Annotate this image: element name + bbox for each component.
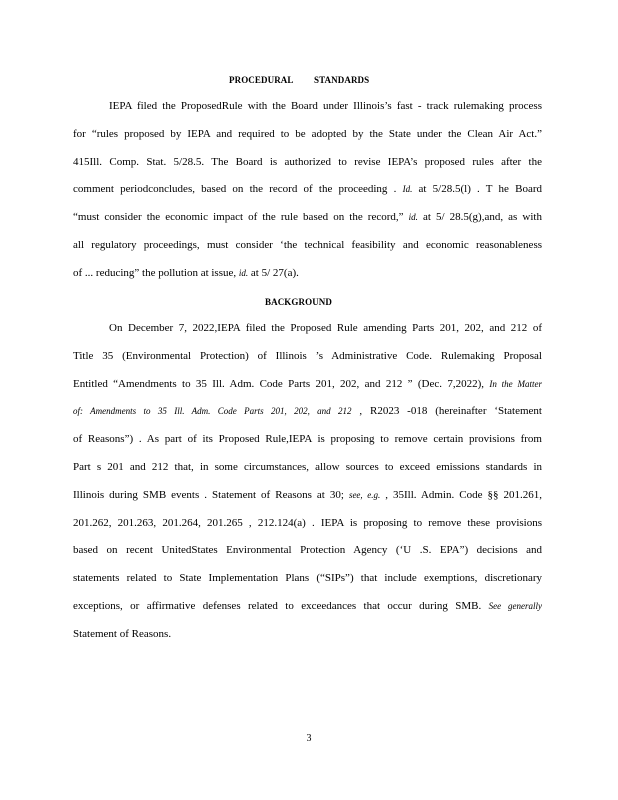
text-segment: “must consider the economic impact of the rule based on the record,” [73,211,409,224]
heading-standards: STANDARDS [314,75,370,85]
text-segment: all regulatory proceedings, must consider ‘the technical feasibility and economic reasonableness [73,239,542,251]
text-line [73,238,542,252]
italic-text-segment: see, e.g. [348,489,381,500]
text-line [73,627,542,641]
text-segment: at 5/ 28.5(g),and, as with [417,211,542,224]
text-segment: On December 7, 2022,IEPA filed the Proposed Rule amending Parts 201, 202, and 212 of [109,322,542,334]
text-segment: at 5/28.5(l) . T he Board [412,183,542,196]
text-line [73,460,542,474]
text-segment: comment periodconcludes, based on the record of the proceeding . [73,183,403,196]
text-segment: statements related to State Implementation Plans (“SIPs”) that include exemptions, discretionary [73,572,542,585]
italic-text-segment: id. [408,212,418,223]
heading-background: BACKGROUND [265,297,333,307]
text-segment: , R2023 -018 (hereinafter ‘Statement [351,405,542,418]
text-line [73,349,542,363]
text-line [73,599,542,613]
text-line [73,210,542,224]
text-line [73,432,542,446]
italic-text-segment: id. [238,267,249,278]
text-segment: 415Ill. Comp. Stat. 5/28.5. The Board is authorized to revise IEPA’s proposed rules after the [73,155,542,168]
text-line [109,321,542,335]
text-segment: , 35Ill. Admin. Code §§ 201.261, [380,488,542,501]
italic-text-segment: Id. [402,184,413,195]
text-segment: Part s 201 and 212 that, in some circumstances, allow sources to exceed emissions standards in [73,461,542,473]
italic-text-segment: of: Amendments to 35 Ill. Adm. Code Parts 201, 202, and 212 [73,406,352,417]
text-line [73,377,542,391]
text-line [109,99,542,113]
text-line [73,516,542,530]
text-segment: exceptions, or affirmative defenses related to exceedances that occur during SMB. [73,600,489,612]
text-segment: Title 35 (Environmental Protection) of Illinois ’s Administrative Code. Rulemaking Proposal [73,349,542,362]
page-number: 3 [306,733,312,744]
text-segment: of ... reducing” the pollution at issue, [73,266,239,279]
text-segment: IEPA filed the ProposedRule with the Board under Illinois’s fast - track rulemaking process [109,100,542,112]
text-segment: for “rules proposed by IEPA and required to be adopted by the State under the Clean Air Act.” [73,127,542,140]
text-segment: Illinois during SMB events . Statement of Reasons at 30; [73,488,349,501]
text-line [73,571,542,585]
italic-text-segment: In the Matter [489,378,542,389]
text-line [73,155,542,169]
text-line [73,182,542,196]
text-segment: of Reasons”) . As part of its Proposed Rule,IEPA is proposing to remove certain provisions from [73,433,542,446]
text-line [73,488,542,502]
text-segment: based on recent UnitedStates Environmental Protection Agency (‘U .S. EPA”) decisions and [73,544,542,557]
text-line [73,404,542,418]
text-line [73,543,542,557]
italic-text-segment: See generally [488,601,542,611]
text-line [73,266,542,280]
text-segment: Statement of Reasons. [73,627,172,640]
heading-procedural: PROCEDURAL [229,75,294,85]
text-line [73,127,542,141]
text-segment: at 5/ 27(a). [248,266,299,279]
text-segment: Entitled “Amendments to 35 Ill. Adm. Code Parts 201, 202, and 212 ” (Dec. 7,2022), [73,377,490,390]
text-segment: 201.262, 201.263, 201.264, 201.265 , 212.124(a) . IEPA is proposing to remove these provisions [73,516,542,529]
